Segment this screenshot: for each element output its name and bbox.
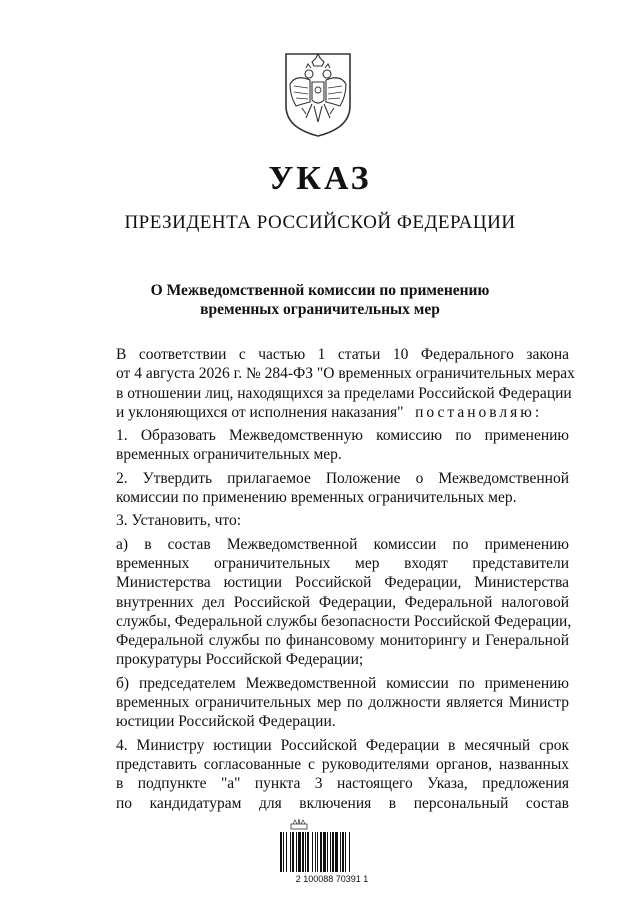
- body-line: прокуратуры Российской Федерации;: [116, 651, 364, 669]
- body-line: комиссии по применению временных ограничительных мер.: [116, 489, 517, 507]
- body-line: в подпункте "а" пункта 3 настоящего Указа, предложения: [116, 775, 569, 793]
- body-line: от 4 августа 2026 г. № 284-ФЗ "О временных ограничительных мерах: [116, 365, 575, 383]
- body-line: 2. Утвердить прилагаемое Положение о Межведомственной: [116, 469, 569, 487]
- document-type-title: УКАЗ: [268, 160, 372, 197]
- body-line: внутренних дел Российской Федерации, Федеральной налоговой: [116, 593, 569, 611]
- paragraph-1: [78, 426, 569, 465]
- body-line: б) председателем Межведомственной комиссии по применению: [116, 674, 569, 692]
- body-line: 3. Установить, что:: [116, 512, 242, 530]
- body-line: 1. Образовать Межведомственную комиссию по применению: [116, 427, 569, 445]
- body-line: а) в состав Межведомственной комиссии по применению: [116, 535, 569, 553]
- paragraph-4: [78, 736, 569, 813]
- body-line: В соответствии с частью 1 статьи 10 Федерального закона: [116, 346, 569, 363]
- paragraph-3: [78, 511, 569, 530]
- coat-of-arms-emblem: [276, 48, 360, 140]
- decree-word: постановляю:: [415, 403, 543, 421]
- paragraph-2: [78, 469, 569, 508]
- issuer-subtitle: ПРЕЗИДЕНТА РОССИЙСКОЙ ФЕДЕРАЦИИ: [124, 212, 516, 233]
- body-line: [78, 403, 569, 422]
- document-body: [78, 345, 575, 813]
- body-line: службы, Федеральной службы безопасности Российской Федерации,: [116, 612, 572, 630]
- paragraph-preamble: [78, 345, 575, 422]
- paragraph-3a: [78, 535, 572, 670]
- body-line: Министерства юстиции Российской Федерации, Министерства: [116, 574, 569, 592]
- body-line: 4. Министру юстиции Российской Федерации в месячный срок: [116, 736, 569, 754]
- body-line: временных ограничительных мер.: [116, 446, 342, 464]
- heading-line: временных ограничительных мер: [200, 301, 440, 318]
- body-line: юстиции Российской Федерации.: [116, 713, 336, 731]
- body-line: временных ограничительных мер входят представители: [116, 554, 569, 572]
- body-line-text: и уклоняющихся от исполнения наказания": [116, 403, 404, 421]
- print-house-logo-icon: [290, 818, 308, 830]
- heading-line: О Межведомственной комиссии по применению: [150, 282, 490, 299]
- body-line: по кандидатурам для включения в персональный состав: [116, 794, 569, 812]
- barcode-number: 2 100088 70391 1: [295, 874, 369, 884]
- document-heading: [0, 281, 640, 319]
- paragraph-3b: [78, 674, 569, 732]
- barcode-icon: [280, 832, 384, 872]
- body-line: временных ограничительных мер по должности является Министр: [116, 694, 569, 712]
- body-line: в отношении лиц, находящихся за пределами Российской Федерации: [116, 384, 572, 402]
- body-line: представить согласованные с руководителями органов, названных: [116, 755, 569, 773]
- body-line: Федеральной службы по финансовому мониторингу и Генеральной: [116, 632, 569, 650]
